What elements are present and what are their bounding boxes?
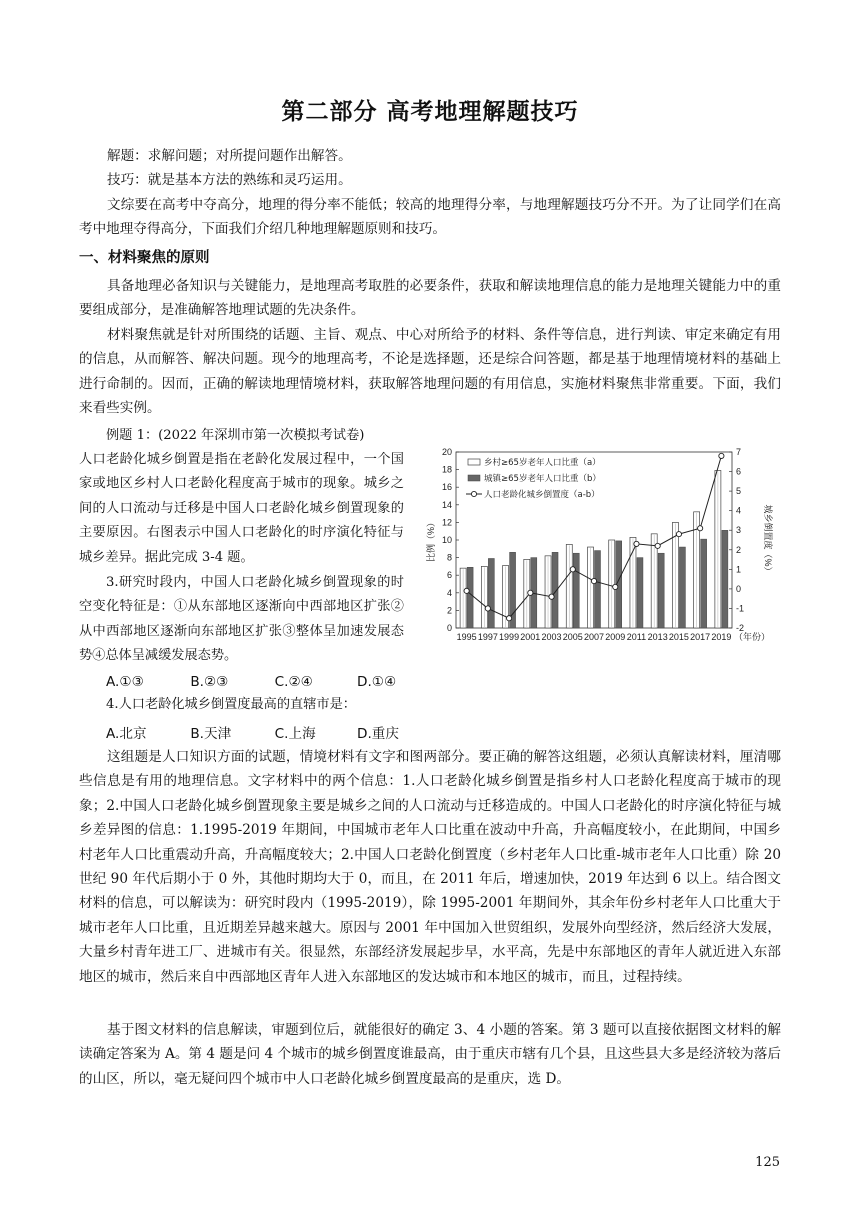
right-tick-label: -2 [736, 623, 745, 633]
right-tick-label: 1 [736, 564, 742, 575]
bar-urban [637, 558, 643, 628]
intro-line-1: 解题：求解问题；对所提问题作出解答。 [107, 148, 352, 164]
bar-urban [679, 547, 685, 628]
q3-option-a: A.①③ [106, 674, 144, 690]
left-tick-label: 4 [446, 587, 452, 598]
x-tick-label: 2009 [605, 632, 626, 642]
legend-swatch-urban [468, 475, 480, 481]
bar-urban [467, 567, 473, 628]
legend-label-rural: 乡村≥65岁老年人口比重（a） [484, 458, 601, 468]
inversion-point [506, 616, 511, 621]
intro-paragraph: 文综要在高考中夺高分，地理的得分率不能低；较高的地理得分率，与地理解题技巧分不开。为了让同学们在高考中地理夺得高分，下面我们介绍几种地理解题原则和技巧。 [79, 197, 781, 238]
inversion-point [464, 588, 469, 593]
inversion-point [549, 594, 554, 599]
inversion-point [676, 532, 681, 537]
left-tick-label: 20 [441, 447, 452, 457]
page-title: 第二部分 高考地理解题技巧 [281, 99, 579, 125]
x-tick-label: 2007 [583, 632, 605, 642]
x-tick-label: 2011 [626, 632, 647, 642]
inversion-point [485, 606, 490, 611]
q4-option-b: B.天津 [190, 726, 232, 742]
legend-label-urban: 城镇≥65岁老年人口比重（b） [484, 474, 601, 484]
intro-line-2: 技巧：就是基本方法的熟练和灵巧运用。 [107, 172, 352, 188]
x-tick-label: 2003 [541, 632, 562, 642]
left-tick-label: 16 [441, 482, 452, 493]
example-stem: 人口老龄化城乡倒置是指在老龄化发展过程中，一个国家或地区乡村人口老龄化程度高于城市的现象。城乡之间的人口流动与迁移是中国人口老龄化城乡倒置现象的主要原因。右图表示中国人口老龄化的时序演化特征与城乡差异。据此完成 3-4 题。 [79, 452, 404, 565]
right-tick-label: 5 [736, 486, 742, 497]
inversion-point [719, 453, 724, 458]
x-axis-unit: （年份） [734, 632, 771, 642]
question-3: 3.研究时段内，中国人口老龄化城乡倒置现象的时空变化特征是：①从东部地区逐渐向中西部地区扩张②从中西部地区逐渐向东部地区扩张③整体呈加速发展态势④总体呈减缓发展态势。 [79, 575, 404, 664]
legend-swatch-rural [468, 459, 480, 465]
x-tick-label: 2013 [647, 632, 668, 642]
q3-option-c: C.②④ [274, 674, 313, 690]
q3-option-b: B.②③ [190, 674, 229, 690]
section-paragraph-1: 具备地理必备知识与关键能力，是地理高考取胜的必要条件，获取和解读地理信息的能力是地理关键能力中的重要组成部分，是准确解答地理试题的先决条件。 [79, 278, 781, 319]
left-tick-label: 8 [446, 552, 452, 563]
x-tick-label: 2001 [520, 632, 541, 642]
x-tick-label: 1995 [456, 632, 477, 642]
right-tick-label: 4 [736, 505, 742, 516]
bar-urban [595, 551, 601, 628]
analysis-paragraph-2: 基于图文材料的信息解读，审题到位后，就能很好的确定 3、4 小题的答案。第 3 题可以直接依据图文材料的解读确定答案为 A。第 4 题是问 4 个城市的城乡倒置度谁最高，由于重庆市辖有几个县，且这些县大多是经济较为落后的山区，所以，毫无疑问四个城市中人口老龄化城乡倒置度最高的是重庆，选 D。 [79, 1022, 781, 1087]
x-tick-label: 1999 [499, 632, 520, 642]
legend-swatch-marker [471, 491, 476, 496]
analysis-paragraph-1: 这组题是人口知识方面的试题，情境材料有文字和图两部分。要正确的解答这组题，必须认真解读材料，厘清哪些信息是有用的地理信息。文字材料中的两个信息：1.人口老龄化城乡倒置是指乡村人口老龄化程度高于城市的现象；2.中国人口老龄化城乡倒置现象主要是城乡之间的人口流动与迁移造成的。中国人口老龄化的时序演化特征与城乡差异图的信息：1.1995-2019 年期间，中国城市老年人口比重在波动中升高，升高幅度较小，在此期间，中国乡村老年人口比重震动升高，升高幅度较大；2.中国人口老龄化倒置度（乡村老年人口比重-城市老年人口比重）除 20 世纪 90 年代后期小于 0 外，其他时期均大于 0，而且，在 2011 年后，增速加快，2019 年达到 6 以上。结合图文材料的信息，可以解读为：研究时段内（1995-2019），除 1995-2001 年期间外，其余年份乡村老年人口比重大于城市老年人口比重，且近期差异越来越大。原因与 2001 年中国加入世贸组织，发展外向型经济，然后经济大发展，大量乡村青年进工厂、进城市有关。很显然，东部经济发展起步早，水平高，先是中东部地区的青年人就近进入东部地区的城市，然后来自中西部地区青年人进入东部地区的发达城市和本地区的城市，而且，过程持续。 [79, 749, 781, 985]
bar-urban [658, 553, 664, 628]
inversion-point [591, 578, 596, 583]
section-paragraph-2: 材料聚焦就是针对所围绕的话题、主旨、观点、中心对所给予的材料、条件等信息，进行判读、审定来确定有用的信息，从而解答、解决问题。现今的地理高考，不论是选择题，还是综合问答题，都是基于地理情境材料的基础上进行命制的。因而，正确的解读地理情境材料，获取解答地理问题的有用信息，实施材料聚焦非常重要。下面，我们来看些实例。 [79, 327, 781, 417]
right-tick-label: 0 [736, 583, 742, 594]
left-tick-label: 10 [441, 535, 452, 545]
inversion-point [634, 541, 639, 546]
left-tick-label: 18 [441, 464, 452, 475]
q4-option-c: C.上海 [274, 726, 316, 742]
right-axis-label: 城乡倒置度（%） [763, 504, 773, 576]
inversion-point [528, 590, 533, 595]
x-tick-label: 2019 [711, 632, 732, 642]
q3-option-d: D.①④ [356, 674, 397, 690]
bar-urban [701, 539, 707, 628]
bar-urban [488, 558, 494, 628]
question-4: 4.人口老龄化城乡倒置度最高的直辖市是： [106, 697, 356, 712]
x-tick-label: 2005 [562, 632, 583, 642]
left-tick-label: 14 [441, 499, 452, 510]
inversion-point [613, 584, 618, 589]
aging-chart [420, 440, 780, 655]
x-tick-label: 2015 [668, 632, 689, 642]
inversion-point [570, 567, 575, 572]
left-tick-label: 12 [441, 517, 452, 528]
bar-urban [573, 553, 579, 628]
q4-option-d: D.重庆 [356, 726, 399, 742]
right-tick-label: 2 [736, 544, 742, 555]
inversion-point [655, 543, 660, 548]
right-tick-label: -1 [736, 603, 745, 614]
left-tick-label: 6 [446, 570, 452, 581]
x-tick-label: 1997 [477, 632, 498, 642]
left-axis-label: 比例（%） [426, 517, 436, 563]
x-tick-label: 2017 [690, 632, 711, 642]
section-heading: 一、材料聚焦的原则 [79, 250, 210, 266]
right-tick-label: 6 [736, 466, 742, 477]
q4-option-a: A.北京 [106, 726, 147, 742]
left-tick-label: 0 [446, 623, 452, 633]
page-number: 125 [755, 1155, 780, 1170]
question-3-options [106, 674, 396, 690]
question-4-options [106, 722, 399, 742]
inversion-point [698, 526, 703, 531]
right-tick-label: 7 [736, 447, 742, 457]
right-tick-label: 3 [736, 525, 742, 536]
bar-urban [722, 530, 728, 628]
left-tick-label: 2 [446, 605, 452, 616]
example-heading: 例题 1：(2022 年深圳市第一次模拟考试卷) [106, 428, 365, 443]
legend-label-inversion: 人口老龄化城乡倒置度（a-b） [484, 490, 600, 500]
